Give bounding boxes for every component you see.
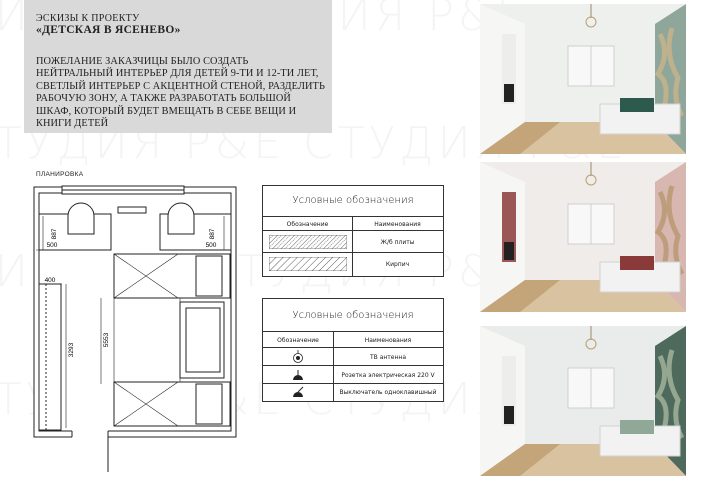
interior-render: [480, 4, 686, 154]
electrical-legend-row: Выключатель одноклавишный: [263, 383, 443, 401]
window: [62, 186, 184, 194]
radiator: [118, 207, 146, 213]
bed-top: [114, 254, 230, 298]
dim-400: 400: [44, 277, 56, 284]
electrical-legend-header: Обозначение Наименования: [263, 331, 443, 348]
switch-icon: [291, 385, 305, 399]
brick-hatch-icon: [269, 257, 347, 271]
socket-icon: [291, 368, 305, 382]
electrical-legend-row: ТВ антенна: [263, 347, 443, 366]
door-opening: [72, 430, 108, 438]
electrical-legend-row: Розетка электрическая 220 V: [263, 365, 443, 384]
electrical-legend-title: Условные обозначения: [292, 310, 414, 321]
wardrobe: [39, 284, 61, 430]
interior-render: [480, 162, 686, 312]
floor-plan: [20, 178, 250, 480]
dim-887-right: 887: [209, 228, 216, 240]
materials-legend-row: Кирпич: [263, 252, 443, 276]
sofa: [180, 302, 224, 378]
dim-5553: 5553: [103, 332, 110, 348]
materials-legend: [262, 185, 444, 277]
materials-legend-row: Ж/б плиты: [263, 230, 443, 253]
materials-legend-title: Условные обозначения: [292, 195, 414, 206]
project-description: ПОЖЕЛАНИЕ ЗАКАЗЧИЦЫ БЫЛО СОЗДАТЬ НЕЙТРАЛЬНЫЙ ИНТЕРЬЕР ДЛЯ ДЕТЕЙ 9-ТИ И 12-ТИ ЛЕТ, СВЕТЛЫЙ ИНТЕРЬЕР С АКЦЕНТНОЙ СТЕНОЙ, РАЗДЕЛИТЬ РАБОЧУЮ ЗОНУ, А ТАКЖЕ РАЗРАБОТАТЬ БОЛЬШОЙ ШКАФ, КОТОРЫЙ БУДЕТ ВМЕЩАТЬ В СЕБЕ ВЕЩИ И КНИГИ ДЕТЕЙ: [36, 56, 325, 130]
project-subtitle: ЭСКИЗЫ К ПРОЕКТУ: [36, 13, 140, 24]
interior-render: [480, 326, 686, 476]
electrical-legend: [262, 298, 444, 402]
project-title: «ДЕТСКАЯ В ЯСЕНЕВО»: [36, 24, 181, 36]
dim-500-left: 500: [46, 242, 58, 249]
dim-500-right: 500: [205, 242, 217, 249]
tv-antenna-icon: [291, 350, 305, 364]
materials-legend-header: Обозначение Наименования: [263, 216, 443, 231]
dim-887-left: 887: [51, 228, 58, 240]
dim-3293: 3293: [68, 342, 75, 358]
slab-hatch-icon: [269, 235, 347, 249]
plan-label: ПЛАНИРОВКА: [36, 171, 84, 178]
bed-bottom: [114, 382, 230, 426]
